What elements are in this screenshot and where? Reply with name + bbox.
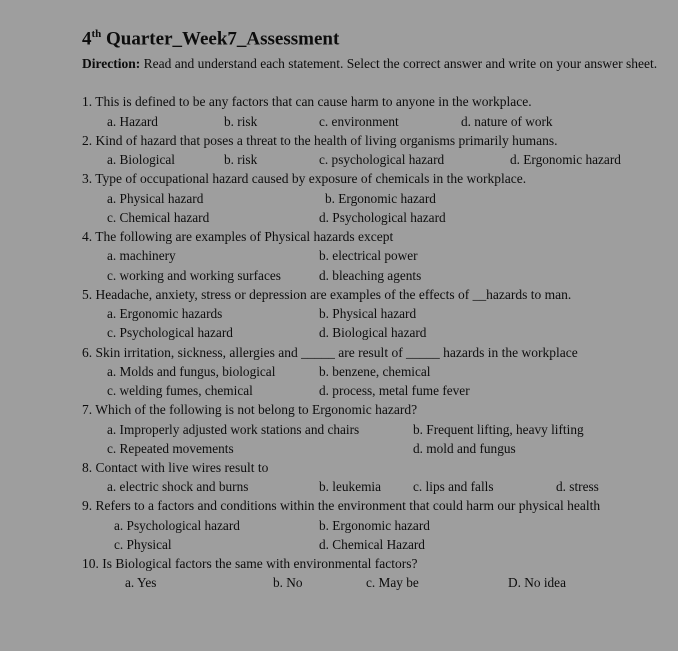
option-6d: d. process, metal fume fever — [319, 383, 470, 398]
option-7c: c. Repeated movements — [107, 441, 234, 456]
direction-text: Direction: Read and understand each statement. Select the correct answer and write on your answer sheet. — [82, 56, 658, 71]
option-1c: c. environment — [319, 114, 399, 129]
question-2: 2. Kind of hazard that poses a threat to the health of living organisms primarily humans. — [82, 133, 558, 148]
option-8d: d. stress — [556, 479, 599, 494]
option-8a: a. electric shock and burns — [107, 479, 249, 494]
option-4c: c. working and working surfaces — [107, 268, 281, 283]
option-10d: D. No idea — [508, 575, 566, 590]
question-5: 5. Headache, anxiety, stress or depression are examples of the effects of __hazards to man. — [82, 287, 572, 302]
option-3a: a. Physical hazard — [107, 191, 204, 206]
option-7d: d. mold and fungus — [413, 441, 516, 456]
option-3b: b. Ergonomic hazard — [325, 191, 436, 206]
option-4a: a. machinery — [107, 248, 176, 263]
option-3d: d. Psychological hazard — [319, 210, 446, 225]
option-6a: a. Molds and fungus, biological — [107, 364, 276, 379]
question-10: 10. Is Biological factors the same with environmental factors? — [82, 556, 418, 571]
question-7: 7. Which of the following is not belong to Ergonomic hazard? — [82, 402, 418, 417]
option-6b: b. benzene, chemical — [319, 364, 431, 379]
option-10a: a. Yes — [125, 575, 157, 590]
option-8b: b. leukemia — [319, 479, 382, 494]
option-2b: b. risk — [224, 152, 258, 167]
question-6: 6. Skin irritation, sickness, allergies and _____ are result of _____ hazards in the workplace — [82, 345, 578, 360]
option-4b: b. electrical power — [319, 248, 418, 263]
option-5a: a. Ergonomic hazards — [107, 306, 223, 321]
option-1d: d. nature of work — [461, 114, 553, 129]
option-1a: a. Hazard — [107, 114, 158, 129]
page-title: 4th Quarter_Week7_Assessment — [82, 28, 340, 50]
question-4: 4. The following are examples of Physical hazards except — [82, 229, 394, 244]
option-1b: b. risk — [224, 114, 258, 129]
option-3c: c. Chemical hazard — [107, 210, 210, 225]
option-9a: a. Psychological hazard — [114, 518, 240, 533]
question-3: 3. Type of occupational hazard caused by exposure of chemicals in the workplace. — [82, 171, 527, 186]
option-10c: c. May be — [366, 575, 419, 590]
option-2d: d. Ergonomic hazard — [510, 152, 621, 167]
option-4d: d. bleaching agents — [319, 268, 422, 283]
question-8: 8. Contact with live wires result to — [82, 460, 269, 475]
question-1: 1. This is defined to be any factors that can cause harm to anyone in the workplace. — [82, 94, 532, 109]
option-7b: b. Frequent lifting, heavy lifting — [413, 422, 584, 437]
option-9b: b. Ergonomic hazard — [319, 518, 430, 533]
option-10b: b. No — [273, 575, 303, 590]
option-7a: a. Improperly adjusted work stations and chairs — [107, 422, 360, 437]
option-2a: a. Biological — [107, 152, 175, 167]
option-5c: c. Psychological hazard — [107, 325, 233, 340]
option-9c: c. Physical — [114, 537, 172, 552]
direction-label: Direction: — [82, 56, 141, 71]
option-6c: c. welding fumes, chemical — [107, 383, 253, 398]
option-2c: c. psychological hazard — [319, 152, 445, 167]
option-5b: b. Physical hazard — [319, 306, 417, 321]
option-5d: d. Biological hazard — [319, 325, 427, 340]
question-9: 9. Refers to a factors and conditions within the environment that could harm our physical health — [82, 498, 601, 513]
option-9d: d. Chemical Hazard — [319, 537, 425, 552]
option-8c: c. lips and falls — [413, 479, 494, 494]
